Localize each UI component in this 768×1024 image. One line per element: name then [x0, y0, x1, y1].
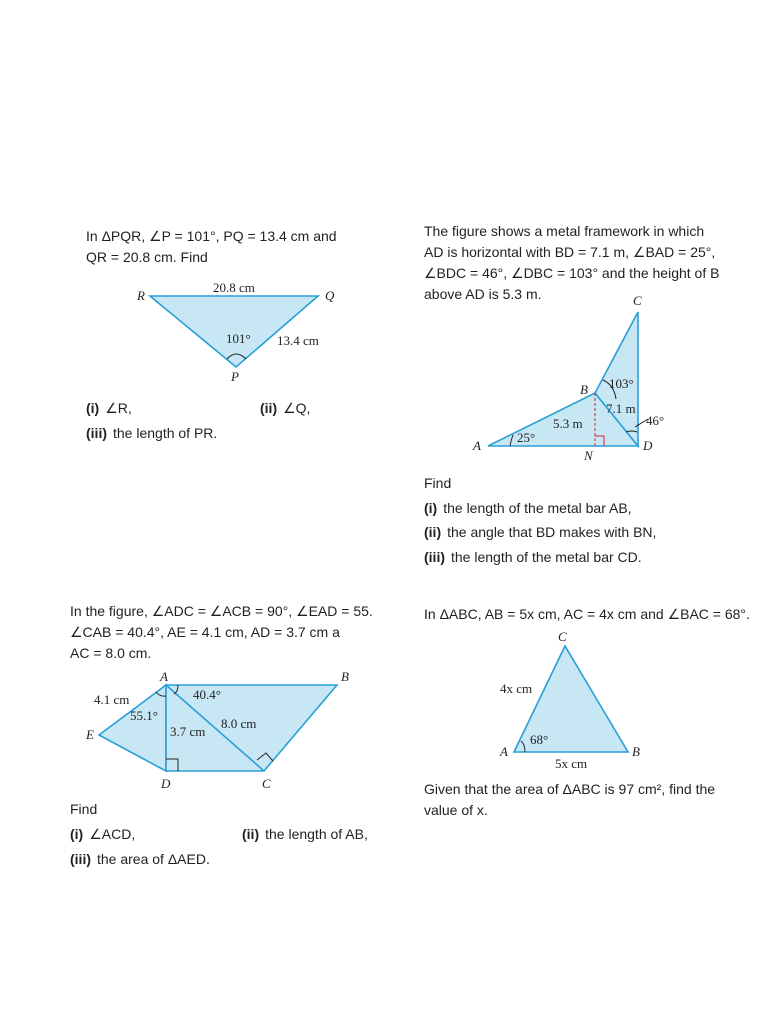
q1-intro-line1: In ΔPQR, ∠P = 101°, PQ = 13.4 cm and [86, 228, 337, 244]
q2-intro-line1: The figure shows a metal framework in which [424, 223, 705, 239]
q1-angle-p: 101° [226, 331, 251, 346]
q1-part-ii: (ii) ∠Q, [260, 400, 311, 416]
q2-label-c: C [633, 293, 642, 308]
q3-label-ad: 3.7 cm [170, 724, 206, 739]
q4-given-line2: value of x. [424, 802, 488, 818]
q2-angle-d: 46° [646, 413, 665, 428]
q2-part-iii: (iii) the length of the metal bar CD. [424, 549, 642, 565]
q3-label-d: D [161, 776, 171, 791]
q1-intro-line2: QR = 20.8 cm. Find [86, 249, 208, 265]
q2-label-a: A [473, 438, 481, 453]
q1-label-r: R [137, 288, 145, 303]
q4-intro-line1: In ΔABC, AB = 5x cm, AC = 4x cm and ∠BAC = 68°. [424, 606, 750, 622]
q3-part-ii: (ii) the length of AB, [242, 826, 368, 842]
q3-intro-line1: In the figure, ∠ADC = ∠ACB = 90°, ∠EAD = 55. [70, 603, 373, 619]
q2-label-d: D [643, 438, 653, 453]
q1-label-q: Q [325, 288, 335, 303]
q4-label-ac: 4x cm [500, 681, 533, 696]
q1-part-i: (i) ∠R, [86, 400, 132, 416]
q4-label-a: A [500, 744, 508, 759]
q3-label-e: E [86, 727, 94, 742]
q2-find: Find [424, 475, 452, 491]
q3-find: Find [70, 801, 98, 817]
q2-intro-line4: above AD is 5.3 m. [424, 286, 542, 302]
q3-part-iii: (iii) the area of ΔAED. [70, 851, 210, 867]
q1-label-p: P [231, 369, 239, 384]
q2-part-i: (i) the length of the metal bar AB, [424, 500, 632, 516]
q3-label-a: A [160, 669, 168, 684]
q2-label-bd: 7.1 m [606, 401, 636, 416]
q4-label-ab: 5x cm [555, 756, 588, 771]
q3-label-ac: 8.0 cm [221, 716, 257, 731]
q2-label-n: N [584, 448, 593, 463]
q2-intro-line2: AD is horizontal with BD = 7.1 m, ∠BAD = 25°, [424, 244, 716, 260]
q1-label-pq: 13.4 cm [277, 333, 319, 348]
q2-intro-line3: ∠BDC = 46°, ∠DBC = 103° and the height of B [424, 265, 720, 281]
q3-angle-ead: 55.1° [130, 708, 158, 723]
q4-label-b: B [632, 744, 640, 759]
q3-intro-line3: AC = 8.0 cm. [70, 645, 152, 661]
q3-part-i: (i) ∠ACD, [70, 826, 136, 842]
q4-given-line1: Given that the area of ΔABC is 97 cm², find the [424, 781, 716, 797]
q2-part-ii: (ii) the angle that BD makes with BN, [424, 524, 657, 540]
q2-angle-a: 25° [517, 430, 536, 445]
q2-label-bn: 5.3 m [553, 416, 583, 431]
q3-label-b: B [341, 669, 349, 684]
q3-intro-line2: ∠CAB = 40.4°, AE = 4.1 cm, AD = 3.7 cm a [70, 624, 340, 640]
q3-label-c: C [262, 776, 271, 791]
q3-label-ae: 4.1 cm [94, 692, 130, 707]
q4-label-c: C [558, 629, 567, 644]
q4-angle-a: 68° [530, 732, 549, 747]
q1-part-iii: (iii) the length of PR. [86, 425, 218, 441]
q3-angle-cab: 40.4° [193, 687, 221, 702]
q2-angle-b: 103° [609, 376, 634, 391]
q2-label-b: B [580, 382, 588, 397]
q1-label-qr: 20.8 cm [213, 280, 255, 295]
